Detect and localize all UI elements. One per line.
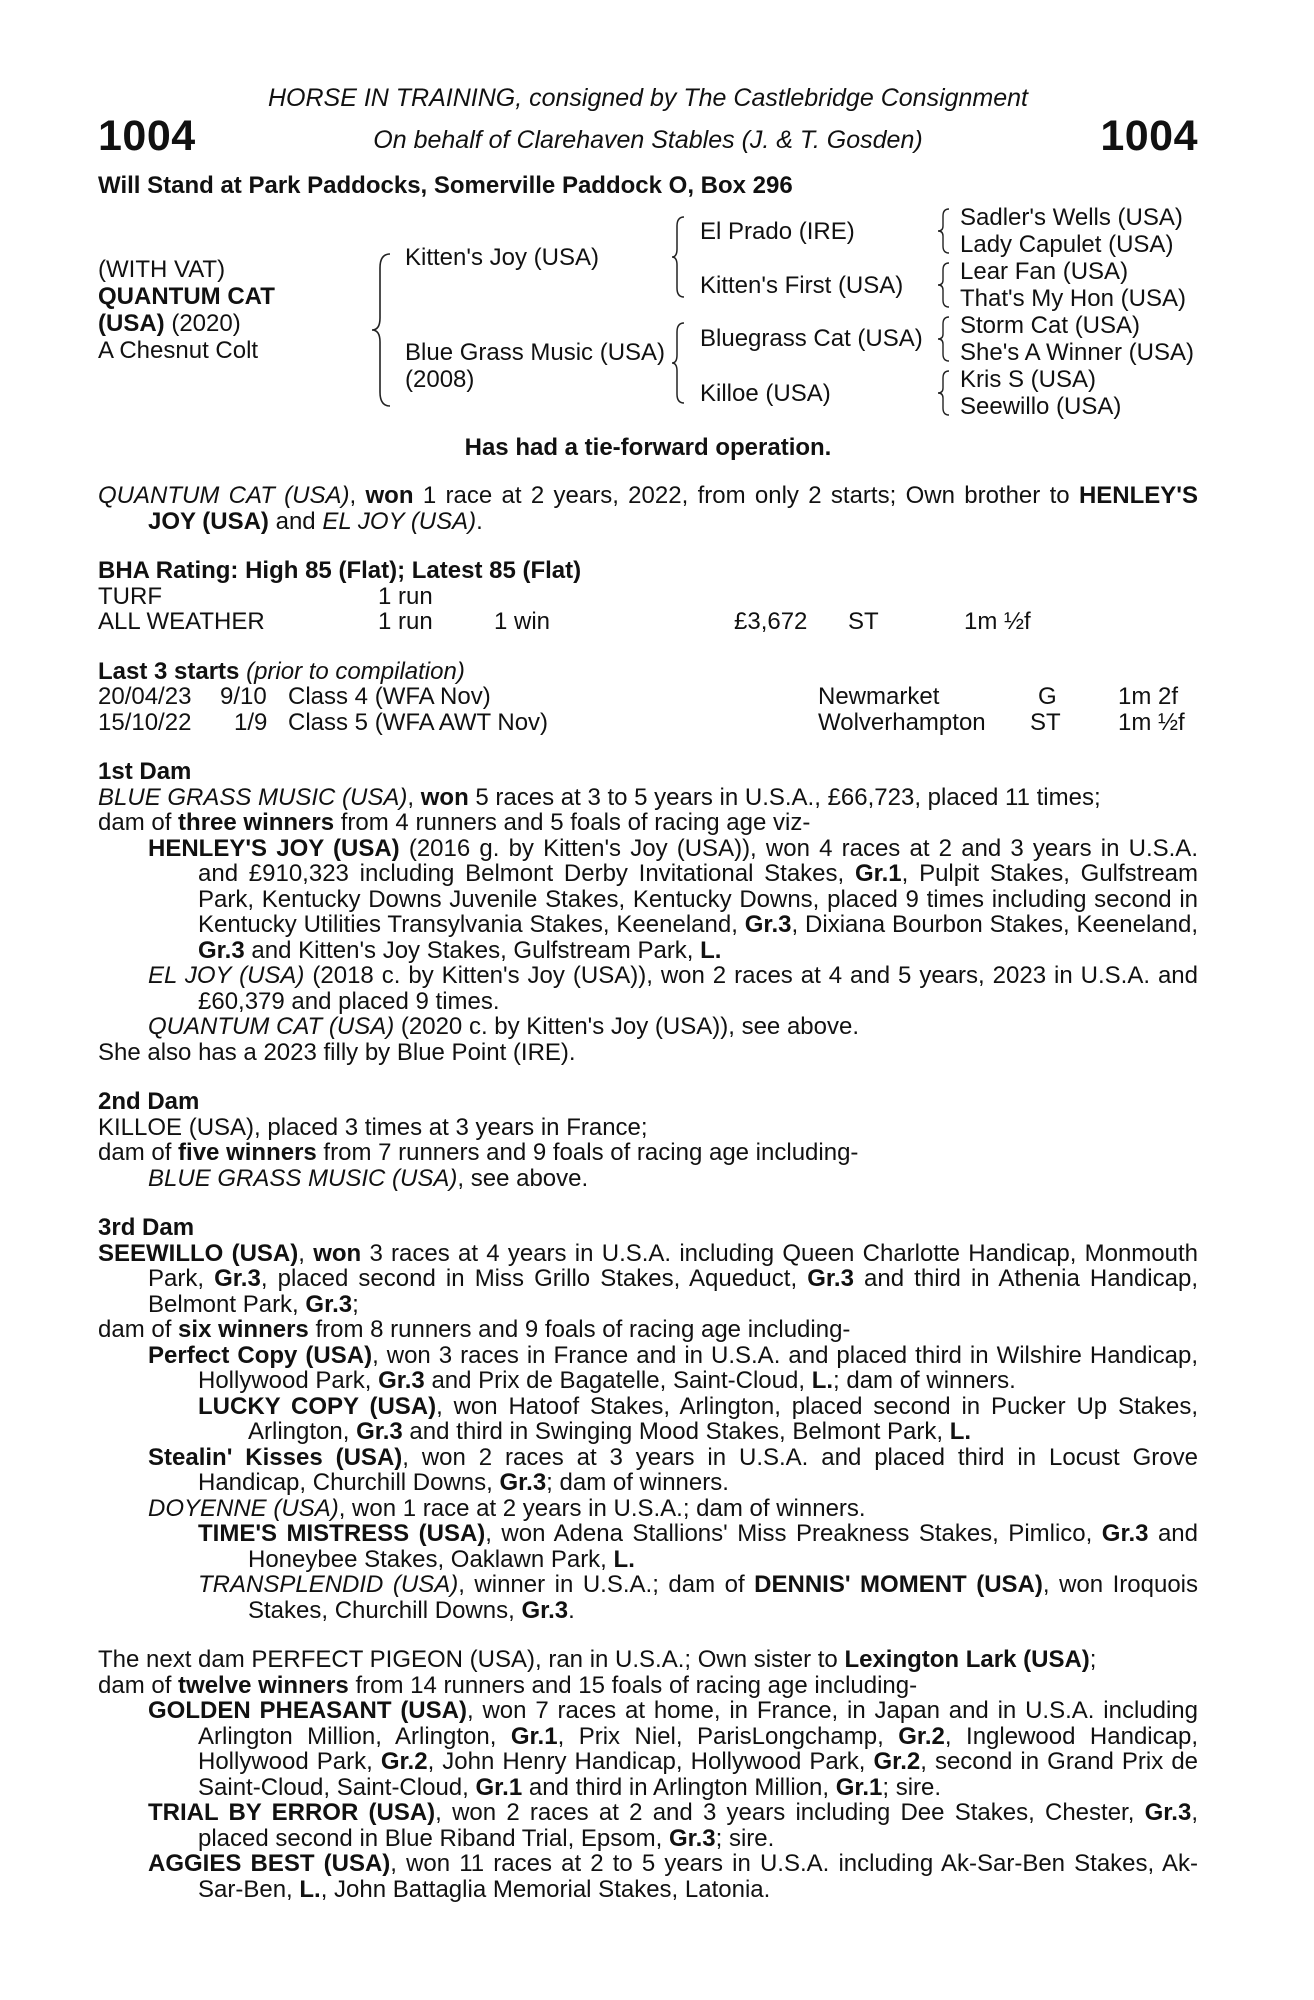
stand-location: Will Stand at Park Paddocks, Somerville Paddock O, Box 296	[98, 172, 793, 199]
horse-country: (USA)	[98, 310, 165, 337]
progeny-golden-pheasant: GOLDEN PHEASANT (USA), won 7 races at home, in France, in Japan and in U.S.A. including Arlington Million, Arlington, Gr.1, Prix Niel, ParisLongchamp, Gr.2, Inglewood Handicap, Hollywood Park, Gr.2, John Henry Handicap, Hollywood Park, Gr.2, second in Grand Prix de Saint-Cloud, Saint-Cloud, Gr.1 and third in Arlington Million, Gr.1; sire.	[148, 1697, 1199, 1801]
progeny-aggies-best: AGGIES BEST (USA), won 11 races at 2 to 5 years in U.S.A. including Ak-Sar-Ben Stakes, Ak-Sar-Ben, L., John Battaglia Memorial Stakes, Latonia.	[148, 1850, 1198, 1903]
third-dam-title: 3rd Dam	[98, 1214, 195, 1241]
progeny-transplendid: TRANSPLENDID (USA), winner in U.S.A.; dam of DENNIS' MOMENT (USA), won Iroquois Stakes, Churchill Downs, Gr.3.	[198, 1571, 1199, 1624]
progeny-perfect-copy: Perfect Copy (USA), won 3 races in France and in U.S.A. and placed third in Wilshire Handicap, Hollywood Park, Gr.3 and Prix de Bagatelle, Saint-Cloud, L.; dam of winners.	[148, 1341, 1198, 1394]
next-dam-line1: The next dam PERFECT PIGEON (USA), ran in U.S.A.; Own sister to Lexington Lark (USA);	[98, 1646, 1097, 1673]
first-dam-title: 1st Dam	[98, 758, 192, 785]
gg-brace-1	[936, 206, 954, 256]
third-dam-produce: dam of six winners from 8 runners and 9 foals of racing age including-	[98, 1316, 851, 1343]
pedigree-gg-7: Kris S (USA)	[960, 366, 1097, 393]
second-dam-title: 2nd Dam	[98, 1088, 200, 1115]
pedigree-dam-dam: Killoe (USA)	[700, 380, 831, 407]
pedigree-dam-year: (2008)	[405, 366, 475, 393]
second-dam-progeny: BLUE GRASS MUSIC (USA), see above.	[148, 1164, 589, 1192]
pedigree-main-brace	[368, 250, 398, 410]
pedigree-dam-brace	[670, 320, 690, 406]
next-dam-produce: dam of twelve winners from 14 runners and 15 foals of racing age including-	[98, 1671, 918, 1699]
progeny-el-joy: EL JOY (USA) (2018 c. by Kitten's Joy (USA)), won 2 races at 4 and 5 years, 2023 in U.S.A. and £60,379 and placed 9 times.	[148, 962, 1198, 1015]
pedigree-gg-1: Sadler's Wells (USA)	[960, 204, 1183, 231]
rating-row-turf: TURF 1 run	[98, 582, 433, 610]
rating-row-aw: ALL WEATHER 1 run 1 win £3,672 ST 1m ½f	[98, 608, 1031, 635]
gg-brace-2	[936, 260, 954, 310]
progeny-trial-by-error: TRIAL BY ERROR (USA), won 2 races at 2 and 3 years including Dee Stakes, Chester, Gr.3, placed second in Blue Riband Trial, Epsom, Gr.3; sire.	[148, 1799, 1198, 1852]
progeny-henleys-joy: HENLEY'S JOY (USA) (2016 g. by Kitten's Joy (USA)), won 4 races at 2 and 3 years in U.S.A. and £910,323 including Belmont Derby Invitational Stakes, Gr.1, Pulpit Stakes, Gulfstream Park, Kentucky Downs Juvenile Stakes, Kentucky Downs, placed 9 times including second in Kentucky Utilities Transylvania Stakes, Keeneland, Gr.3, Dixiana Bourbon Stakes, Keeneland, Gr.3 and Kitten's Joy Stakes, Gulfstream Park, L.	[148, 834, 1198, 964]
last-start-row: 15/10/22 1/9 Class 5 (WFA AWT Nov) Wolverhampton ST 1m ½f	[98, 708, 1185, 736]
pedigree-gg-5: Storm Cat (USA)	[960, 312, 1141, 339]
pedigree-gg-2: Lady Capulet (USA)	[960, 231, 1174, 258]
gg-brace-3	[936, 314, 954, 364]
first-dam-line1: BLUE GRASS MUSIC (USA), won 5 races at 3 to 5 years in U.S.A., £66,723, placed 11 times;	[98, 783, 1101, 811]
pedigree-sire: Kitten's Joy (USA)	[405, 244, 599, 271]
pedigree-gg-6: She's A Winner (USA)	[960, 339, 1194, 366]
last-starts-title: Last 3 starts (prior to compilation)	[98, 657, 465, 685]
pedigree-dam-sire: Bluegrass Cat (USA)	[700, 325, 923, 352]
progeny-stealin-kisses: Stealin' Kisses (USA), won 2 races at 3 years in U.S.A. and placed third in Locust Grove Handicap, Churchill Downs, Gr.3; dam of winners.	[148, 1443, 1198, 1496]
summary-paragraph: QUANTUM CAT (USA), won 1 race at 2 years, 2022, from only 2 starts; Own brother to HENLEY'S JOY (USA) and EL JOY (USA).	[98, 482, 1198, 535]
gg-brace-4	[936, 368, 954, 418]
horse-origin	[98, 310, 241, 337]
pedigree-sire-sire: El Prado (IRE)	[700, 218, 855, 245]
first-dam-filly-note: She also has a 2023 filly by Blue Point (IRE).	[98, 1038, 576, 1066]
progeny-lucky-copy: LUCKY COPY (USA), won Hatoof Stakes, Arlington, placed second in Pucker Up Stakes, Arlington, Gr.3 and third in Swinging Mood Stakes, Belmont Park, L.	[198, 1392, 1198, 1445]
second-dam-line2: dam of five winners from 7 runners and 9 foals of racing age including-	[98, 1139, 859, 1166]
progeny-times-mistress: TIME'S MISTRESS (USA), won Adena Stallions' Miss Preakness Stakes, Pimlico, Gr.3 and Honeybee Stakes, Oaklawn Park, L.	[198, 1520, 1198, 1573]
tie-forward-note: Has had a tie-forward operation.	[464, 434, 832, 461]
second-dam-line1: KILLOE (USA), placed 3 times at 3 years in France;	[98, 1113, 648, 1141]
horse-name: QUANTUM CAT	[98, 283, 275, 310]
progeny-doyenne: DOYENNE (USA), won 1 race at 2 years in U.S.A.; dam of winners.	[148, 1494, 866, 1522]
horse-year: (2020)	[164, 310, 241, 337]
pedigree-gg-4: That's My Hon (USA)	[960, 285, 1186, 312]
horse-description: A Chesnut Colt	[98, 337, 259, 364]
pedigree-gg-3: Lear Fan (USA)	[960, 258, 1129, 285]
pedigree-sire-dam: Kitten's First (USA)	[700, 272, 904, 299]
pedigree-dam: Blue Grass Music (USA)	[405, 339, 666, 366]
first-dam-line2: dam of three winners from 4 runners and 5 foals of racing age viz-	[98, 809, 811, 836]
bha-rating: BHA Rating: High 85 (Flat); Latest 85 (Flat)	[98, 557, 582, 584]
progeny-quantum-cat: QUANTUM CAT (USA) (2020 c. by Kitten's Joy (USA)), see above.	[148, 1013, 860, 1040]
pedigree-gg-8: Seewillo (USA)	[960, 393, 1122, 420]
lot-number-right: 1004	[1100, 112, 1198, 160]
pedigree-sire-brace	[670, 214, 690, 300]
vat-label: (WITH VAT)	[98, 256, 226, 283]
on-behalf-line: On behalf of Clarehaven Stables (J. & T. Gosden)	[373, 126, 923, 154]
consignment-line: HORSE IN TRAINING, consigned by The Castlebridge Consignment	[267, 84, 1029, 112]
last-start-row: 20/04/23 9/10 Class 4 (WFA Nov) Newmarket G 1m 2f	[98, 683, 1179, 710]
third-dam-record: SEEWILLO (USA), won 3 races at 4 years in U.S.A. including Queen Charlotte Handicap, Monmouth Park, Gr.3, placed second in Miss Grillo Stakes, Aqueduct, Gr.3 and third in Athenia Handicap, Belmont Park, Gr.3;	[98, 1239, 1199, 1318]
lot-number-left: 1004	[98, 112, 196, 160]
catalogue-body	[98, 483, 1198, 1902]
